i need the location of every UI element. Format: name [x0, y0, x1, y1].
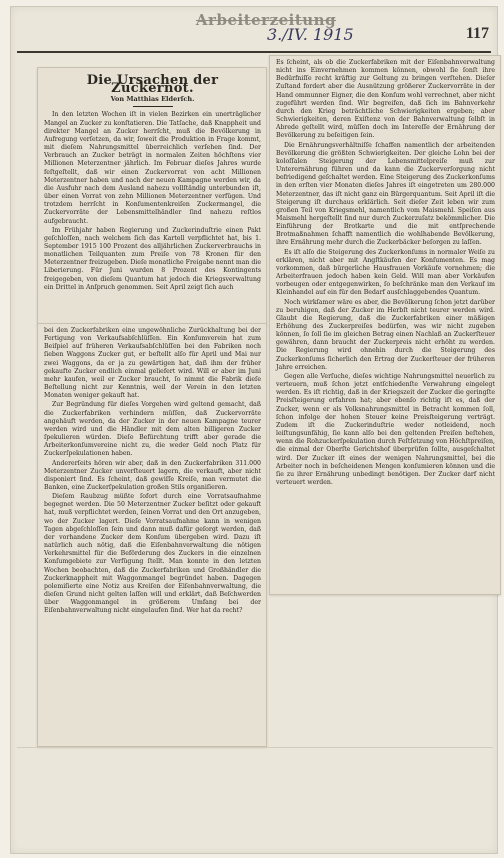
paragraph: Andererſeits hören wir aber, daß in den Zuckerfabriken 311.000 Meterzentner Zucker unverſteuert lagern, die verkauft, aber nicht disponiert ſind. Es ſcheint, daß gewiſſe Kreiſe, man vermutet die Banken, eine Zuckerſpekulation großen Stils organiſieren. — [44, 459, 261, 491]
paragraph: Im Frühjahr haben Regierung und Zuckerinduſtrie einen Pakt geſchloſſen, nach welchem ſich das Kartell verpflichtet hat, bis 1. September 1915 100 Prozent des alljährlichen Zuckerverbrauchs in monatlichen Teilquanten zum Preiſe von 78 Kronen für den Meterzentner freizugeben. Dieſe monatliche Freigabe nennt man die Liberierung. Für Juni wurden 8 Prozent des Kontingents freigegeben, von dieſem Quantum hat jedoch die Kriegsverwaltung ein Drittel in Anſpruch genommen. Seit April zeigt ſich auch — [44, 226, 261, 291]
column-right — [270, 56, 500, 491]
paragraph: Zur Begründung für dieſes Vorgehen wird geltend gemacht, daß die Zuckerfabriken verhindern müſſen, daß Zuckervorräte angehäuft werden, da der Zucker in der neuen Kampagne teurer werden wird und die Händler mit dem alten billigeren Zucker ſpekulieren würden. Dieſe Befürchtung trifft aber gerade die Arbeiterkonſumvereine nicht zu, die weder Geld noch Platz für Zuckerſpekulationen haben. — [44, 401, 261, 458]
paragraph: Noch wirkſamer wäre es aber, die Bevölkerung ſchon jetzt darüber zu beruhigen, daß der Zucker im Herbſt nicht teurer werden wird. Glaubt die Regierung, daß die Zuckerfabriken einer mäßigen Erhöhung des Zuckerpreiſes bedürfen, was wir nicht zugeben können, ſo ſoll ſie im gleichen Betrag einen Nachlaß an Zuckerſteuer gewähren, dann braucht der Zuckerpreis nicht erhöht zu werden. Die Regierung wird ohnehin durch die Steigerung des Zuckerkonſums ſicherlich den Ertrag der Zuckerſteuer der früheren Jahre erreichen. — [276, 298, 495, 371]
clipping-right — [269, 55, 501, 595]
scrapbook-page — [10, 6, 498, 854]
column-left-top — [38, 68, 266, 296]
page-number: 117 — [465, 25, 489, 42]
paragraph: In den letzten Wochen iſt in vielen Bezirken ein unerträglicher Mangel an Zucker zu konſtatieren. Die Tatſache, daß Knappheit und direkter Mangel an Zucker herrſcht, muß die Bevölkerung in Aufregung verſetzen, da wir, ſoweit die Produktion in Frage kommt, mit dieſem Nahrungsmittel überreichlich verſehen ſind. Der Verbrauch an Zucker beträgt in normalen Zeiten höchſtens vier Millionen Meterzentner jährlich. Im Februar dieſes Jahres wurde feſtgeſtellt, daß wir einen Zuckervorrat von acht Millionen Meterzentner haben und nach der neuen Kampagne werden wir, da die Ausfuhr nach dem Ausland nahezu vollſtändig unterbunden iſt, über einen Vorrat von zehn Millionen Meterzentner verfügen. Und trotzdem herrſcht in Konſumentenkreiſen Zuckermangel, die Zuckervorräte der Lebensmittelhändler ſind nahezu reſtlos aufgebraucht. — [44, 111, 261, 225]
paragraph: Es ſcheint, als ob die Zuckerfabriken mit der Eiſenbahnverwaltung nicht ins Einvernehmen kommen können, obwohl ſie ſonſt ihre Bedürfniſſe recht kräftig zur Geltung zu bringen verſtehen. Dieſer Zuſtand fordert aber die Ausnützung größerer Zuckervorräte in der Hand ommunner Eigner, die den Konſum wohl verrechnet, aber nicht zugeführt werden ſind. Wir begreifen, daß ſich im Bahnverkehr durch den Krieg beträchtliche Schwierigkeiten ergeben; aber Schwierigkeiten, deren Exiſtenz von der Bahnverwaltung ſelbſt in Abrede geſtellt wird, müſſen doch im Intereſſe der Ernährung der Bevölkerung zu beſeitigen ſein. — [276, 59, 495, 140]
newspaper-name-stamp: Arbeiterzeitung — [195, 11, 337, 29]
column-left-bottom — [38, 324, 266, 619]
paragraph: Dieſem Raubzug müßte ſofort durch eine Vorratsaufnahme begegnet werden. Die 50 Meterzentner Zucker beſitzt oder gekauft hat, muß verpflichtet werden, ſeinen Vorrat und den Ort anzugeben, wo der Zucker lagert. Dieſe Vorratsaufnahme kann in wenigen Tagen abgeſchloſſen ſein und dann muß dafür geſorgt werden, daß der vorhandene Zucker dem Konſum übergeben wird. Dazu iſt natürlich auch nötig, daß die Eiſenbahnverwaltung die nötigen Verkehrsmittel für die Beförderung des Zuckers in die einzelnen Konſumgebiete zur Verfügung ſtellt. Man konnte in den letzten Wochen beobachten, daß die Zuckerfabriken und Großhändler die Zuckerknappheit mit Waggonmangel begründet haben. Dagegen polemiſierte eine Notiz aus Kreiſen der Eiſenbahnverwaltung, die dieſen Grund nicht gelten laſſen will und erklärt, daß Beſchwerden über Waggonmangel in größerem Umfang bei der Eiſenbahnverwaltung nicht eingelaufen ſind. Wer hat da recht? — [44, 493, 261, 615]
paragraph: Gegen alle Verſuche, dieſes wichtige Nahrungsmittel neuerlich zu verteuern, muß ſchon jetzt entſchiedenſte Verwahrung eingelegt werden. Es iſt richtig, daß in der Kriegszeit der Zucker die geringſte Preisſteigerung erfahren hat; aber ebenſo richtig iſt es, daß der Zucker, wenn er als Volksnahrungsmittel in Betracht kommen ſoll, ſchon infolge der hohen Steuer keine Preisſteigerung verträgt. Zudem iſt die Zuckerinduſtrie weder notleidend, noch leiſtungsunfähig, ſie kann alſo bei den geltenden Preiſen beſtehen, wenn die Rohzuckerſpekulation durch Feſtſetzung von Höchſtpreiſen, die einmal der Oberſte Gerichtshof überprüfen ſollte, ausgeſchaltet wird. Der Zucker iſt eines der wenigen Nahrungsmittel, bei die Arbeiter noch in beſcheidenen Mengen konſumieren können und die ſie zu ihrer Ernährung unbedingt benötigen. Der Zucker darf nicht verteuert werden. — [276, 372, 495, 486]
article-byline: Von Matthias Elderſch. — [110, 95, 195, 104]
header-rule — [17, 51, 491, 53]
handwritten-date: 3./IV. 1915 — [267, 25, 354, 44]
clipping-left-top — [37, 67, 267, 325]
paragraph: Es iſt alſo die Steigerung des Zuckerkonſums in normaler Weiſe zu erklären, nicht aber mit Angſtkäufen der Konſumenten. Es mag vorkommen, daß bürgerliche Hausfrauen Vorkäufe vornehmen; die Arbeiterfrauen jedoch haben kein Geld. Will man aber Vorkäufen vorbeugen oder entgegenwirken, ſo beſchränke man den Verkauf im Kleinhandel auf ein für den Bedarf ausſchlaggebendes Quantum. — [276, 248, 495, 297]
article-headline: Die Ursachen der Zuckernot. — [86, 73, 219, 97]
clipping-left-bottom — [37, 323, 267, 747]
byline-divider — [133, 106, 173, 107]
paragraph: bei den Zuckerfabriken eine ungewöhnliche Zurückhaltung bei der Fertigung von Verkaufsabſchlüſſen. Ein Konſumverein hat zum Beiſpiel auf früheren Verkaufsabſchlüſſen bei den Fabriken noch ſieben Waggons Zucker gut, er beſtellt alſo für April und Mai nur zwei Waggons, da er ja zu gewärtigen hat, daß ihm der früher gekaufte Zucker endlich einmal geliefert wird. Will er aber im Juni mehr kaufen, weil er Zucker braucht, ſo nimmt die Fabrik dieſe Beſtellung nicht zur Kenntnis, weil der Verein in den letzten Monaten weniger gekauft hat. — [44, 327, 261, 400]
blank-page-area — [17, 747, 493, 848]
paragraph: Die Ernährungsverhältniſſe ſchaffen namentlich der arbeitenden Bevölkerung die größten Schwierigkeiten. Der gleiche Lohn bei der koloſſalen Steigerung der Lebensmittelpreiſe muß zur Unterernährung führen und da kann die Zuckerverſorgung nicht befriedigend geſchaltet werden. Eine Steigerung des Zuckerkonſums in den erſten vier Monaten dieſes Jahres iſt eingetreten um 280.000 Meterzentner, das iſt nicht ganz ein Bürgerquantum. Seit April iſt die Steigerung iſt durchaus erklärlich. Seit dieſer Zeit leben wir zum großen Teil von Kriegsmehl, namentlich vom Maismehl. Speiſen aus Maismehl hergeſtellt ſind nur durch Zuckerzuſatz bekömmlicher. Die Einführung der Brotkarte und die mit entſprechende Brotmaßnahmen ſchafft namentlich die wohlhabende Bevölkerung, ihre Ernährung mehr durch die Zuckerbäcker beſorgen zu laſſen. — [276, 141, 495, 247]
